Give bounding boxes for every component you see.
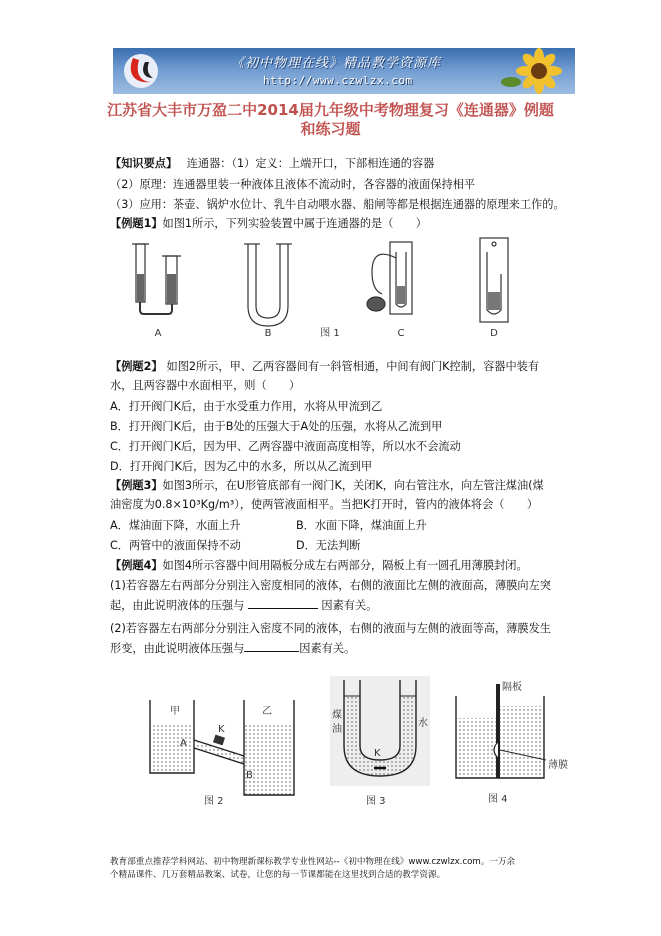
header-banner bbox=[113, 48, 575, 94]
example4-q2-suffix: 因素有关。 bbox=[299, 642, 356, 655]
example3-question bbox=[110, 478, 544, 494]
example3-options-row2 bbox=[110, 538, 361, 554]
figure-2-label-yi: 乙 bbox=[262, 706, 272, 717]
example2-option-b: B．打开阀门K后，由于B处的压强大于A处的压强，水将从乙流到甲 bbox=[110, 420, 443, 433]
page-footer bbox=[110, 856, 560, 882]
example4-q1-suffix: 因素有关。 bbox=[321, 599, 378, 612]
example1-text: 如图1所示，下列实验装置中属于连通器的是（ ） bbox=[162, 217, 427, 230]
figure-2-label-jia: 甲 bbox=[170, 706, 180, 717]
example4-question bbox=[110, 558, 528, 574]
example3-option-a: A．煤油面下降，水面上升 bbox=[110, 519, 241, 532]
answer-blank-1[interactable] bbox=[248, 598, 318, 609]
footer-line2: 个精品课件、几万套精品教案、试卷，让您的每一节课都能在这里找到合适的教学资源。 bbox=[110, 870, 446, 880]
figure-3-label-oil2: 油 bbox=[332, 724, 342, 735]
example3-option-d: D．无法判断 bbox=[296, 539, 361, 552]
figure-1-label-d: D bbox=[490, 328, 498, 339]
example3-option-b: B．水面下降，煤油面上升 bbox=[296, 519, 427, 532]
banner-slogan: 《初中物理在线》精品教学资源库 bbox=[231, 56, 442, 71]
example3-text1: 如图3所示，在U形管底部有一阀门K，关闭K，向右管注水，向左管注煤油(煤 bbox=[162, 479, 544, 492]
figure-3-label-water: 水 bbox=[418, 718, 428, 729]
figure-3 bbox=[330, 676, 430, 810]
site-logo-icon bbox=[121, 52, 161, 90]
figure-2-label-b: B bbox=[246, 770, 253, 781]
example4-q2-prefix: 形变，由此说明液体压强与 bbox=[110, 642, 245, 655]
example2-tag: 【例题2】 bbox=[110, 360, 163, 373]
figure-2-valve-k bbox=[213, 735, 225, 746]
example1-question bbox=[110, 216, 427, 232]
figure-2-caption: 图 2 bbox=[204, 796, 224, 807]
figure-1 bbox=[110, 234, 540, 344]
figure-4-caption: 图 4 bbox=[488, 794, 508, 805]
answer-blank-2[interactable] bbox=[244, 641, 299, 652]
page-title-line2: 和练习题 bbox=[300, 120, 361, 138]
example4-tag: 【例题4】 bbox=[110, 559, 163, 572]
key-points-principle: （2）原理：连通器里装一种液体且液体不流动时，各容器的液面保持相平 bbox=[110, 178, 476, 191]
key-points-definition: 连通器：（1）定义：上端开口，下部相连通的容器 bbox=[186, 157, 435, 170]
figure-2-label-k: K bbox=[218, 724, 225, 735]
example4-q1-line1: (1)若容器左右两部分分别注入密度相同的液体，右侧的液面比左侧的液面高，薄膜向左突 bbox=[110, 579, 551, 592]
figure-3-label-oil1: 煤 bbox=[332, 710, 342, 721]
figure-4-partition bbox=[496, 684, 500, 778]
example4-q2-line2 bbox=[110, 641, 355, 657]
example2-text2: 水，且两容器中水面相平，则（ ） bbox=[110, 379, 301, 392]
figure-1-caption: 图 1 bbox=[320, 328, 340, 339]
footer-line1: 教育部重点推荐学科网站、初中物理新课标教学专业性网站--《初中物理在线》www.czwlzx.com。一万余 bbox=[110, 857, 516, 867]
figure-1-device-d bbox=[480, 238, 508, 322]
example2-option-c: C．打开阀门K后，因为甲、乙两容器中液面高度相等，所以水不会流动 bbox=[110, 440, 461, 453]
example4-text: 如图4所示容器中间用隔板分成左右两部分，隔板上有一圆孔用薄膜封闭。 bbox=[162, 559, 528, 572]
page-title-line1: 江苏省大丰市万盈二中2014届九年级中考物理复习《连通器》例题 bbox=[107, 101, 554, 119]
example3-options-row1 bbox=[110, 518, 427, 534]
figure-1-device-c bbox=[367, 242, 412, 314]
example3-option-c: C．两管中的液面保持不动 bbox=[110, 539, 241, 552]
figure-2-label-a: A bbox=[180, 738, 187, 749]
example2-text1: 如图2所示，甲、乙两容器间有一斜管相通，中间有阀门K控制，容器中装有 bbox=[166, 360, 540, 373]
sunflower-icon bbox=[499, 48, 569, 94]
figure-1-device-a bbox=[132, 244, 181, 314]
figure-4-label-partition: 隔板 bbox=[502, 682, 522, 693]
figure-2-water-yi bbox=[244, 725, 294, 795]
key-points-application: （3）应用：茶壶、锅炉水位计、乳牛自动喂水器、船闸等都是根据连通器的原理来工作的。 bbox=[110, 198, 565, 211]
example2-option-d: D．打开阀门K后，因为乙中的水多，所以从乙流到甲 bbox=[110, 460, 373, 473]
example3-tag: 【例题3】 bbox=[110, 479, 163, 492]
key-points-line1 bbox=[110, 156, 434, 172]
figure-4 bbox=[446, 676, 576, 810]
figure-2 bbox=[140, 680, 310, 810]
figure-4-label-membrane: 薄膜 bbox=[548, 760, 568, 771]
figure-1-label-a: A bbox=[154, 328, 162, 339]
example2-option-a: A．打开阀门K后，由于水受重力作用，水将从甲流到乙 bbox=[110, 400, 383, 413]
banner-url[interactable]: http://www.czwlzx.com bbox=[263, 74, 413, 87]
figure-4-liquid-left bbox=[456, 718, 496, 778]
example4-q1-prefix: 起，由此说明液体的压强与 bbox=[110, 599, 245, 612]
example4-q1-line2 bbox=[110, 598, 377, 614]
figure-1-label-b: B bbox=[264, 328, 272, 339]
figure-4-liquid-right bbox=[500, 706, 544, 778]
example3-text2: 油密度为0.8×10³Kg/m³），使两管液面相平。当把K打开时，管内的液体将会（ ） bbox=[110, 498, 539, 511]
figure-1-device-b bbox=[244, 244, 292, 326]
example4-q2-line1: (2)若容器左右两部分分别注入密度不同的液体，右侧的液面与左侧的液面等高，薄膜发生 bbox=[110, 622, 551, 635]
example1-tag: 【例题1】 bbox=[110, 217, 163, 230]
key-points-tag: 【知识要点】 bbox=[110, 157, 178, 170]
example2-question bbox=[110, 359, 539, 375]
figure-1-label-c: C bbox=[397, 328, 405, 339]
figure-2-water-jia bbox=[150, 725, 194, 773]
figure-3-caption: 图 3 bbox=[366, 796, 386, 807]
figure-3-label-k: K bbox=[374, 748, 381, 759]
